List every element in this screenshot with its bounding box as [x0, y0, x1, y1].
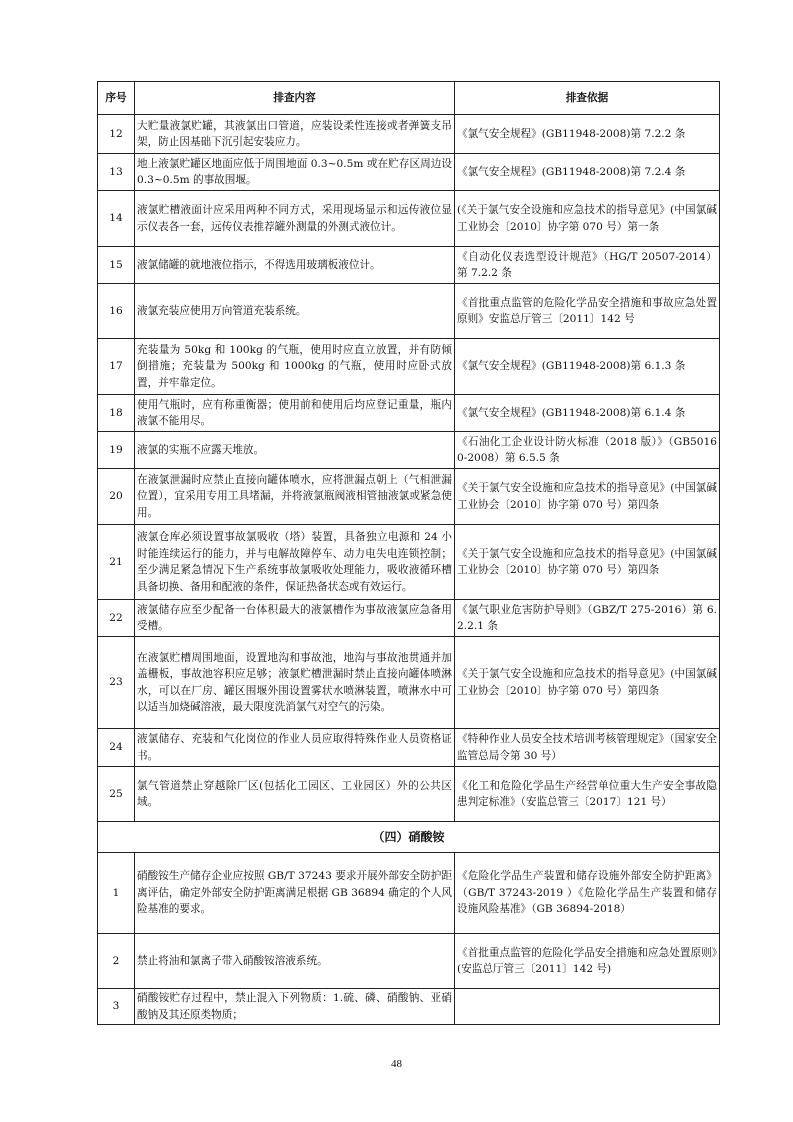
row-number: 22 [98, 600, 135, 637]
table-row [98, 469, 720, 525]
row-number: 3 [98, 989, 135, 1025]
row-number: 20 [98, 469, 135, 525]
row-number: 21 [98, 525, 135, 600]
row-number: 23 [98, 637, 135, 729]
row-number: 13 [98, 154, 135, 191]
row-basis: 《首批重点监管的危险化学品安全措施和事故应急处置原则》安监总厅管三〔2011〕142 号 [455, 284, 720, 339]
table-body-liquid-chlorine [98, 115, 720, 822]
section-row [98, 822, 720, 853]
row-content: 液氯的实瓶不应露天堆放。 [135, 432, 455, 469]
row-content: 地上液氯贮罐区地面应低于周围地面 0.3~0.5m 或在贮存区周边设 0.3~0.5m 的事故围堰。 [135, 154, 455, 191]
row-basis: 《危险化学品生产装置和储存设施外部安全防护距离》（GB/T 37243-2019 ）《危险化学品生产装置和储存设施风险基准》（GB 36894-2018） [455, 853, 720, 934]
table-row [98, 853, 720, 934]
row-basis: 《氯气安全规程》(GB11948-2008)第 6.1.3 条 [455, 339, 720, 395]
table-body-ammonium-nitrate [98, 853, 720, 1025]
row-number: 24 [98, 729, 135, 767]
row-number: 17 [98, 339, 135, 395]
row-content: 氯气管道禁止穿越除厂区(包括化工园区、工业园区）外的公共区域。 [135, 767, 455, 822]
row-basis: (《关于氯气安全设施和应急技术的指导意见》(中国氯碱工业协会〔2010〕协字第 070 号）第一条 [455, 191, 720, 247]
page-number: 48 [391, 1058, 402, 1070]
table-row [98, 637, 720, 729]
row-number: 12 [98, 115, 135, 154]
row-number: 15 [98, 247, 135, 284]
row-basis: 《氯气安全规程》(GB11948-2008)第 7.2.2 条 [455, 115, 720, 154]
row-basis: 《关于氯气安全设施和应急技术的指导意见》(中国氯碱工业协会〔2010〕协字第 070 号）第四条 [455, 469, 720, 525]
row-number: 18 [98, 395, 135, 432]
row-number: 19 [98, 432, 135, 469]
table-row [98, 432, 720, 469]
table-row [98, 191, 720, 247]
row-basis: 《氯气职业危害防护导则》（GBZ/T 275-2016）第 6.2.2.1 条 [455, 600, 720, 637]
table-row [98, 729, 720, 767]
table-header-row [98, 82, 720, 115]
row-content: 液氯贮槽液面计应采用两种不同方式，采用现场显示和远传液位显示仪表各一套，远传仪表推荐罐外测量的外测式液位计。 [135, 191, 455, 247]
row-content: 液氯储存应至少配备一台体积最大的液氯槽作为事故液氯应急备用受槽。 [135, 600, 455, 637]
row-basis: 《关于氯气安全设施和应急技术的指导意见》(中国氯碱工业协会〔2010〕协字第 070 号）第四条 [455, 637, 720, 729]
inspection-table [97, 81, 720, 1025]
row-content: 在液氯贮槽周围地面，设置地沟和事故池，地沟与事故池贯通并加盖栅板，事故池容积应足够；液氯贮槽泄漏时禁止直接向罐体喷淋水，可以在厂房、罐区围堰外围设置雾状水喷淋装置，喷淋水中可以适当加烧碱溶液，最大限度洗消氯气对空气的污染。 [135, 637, 455, 729]
table-row [98, 525, 720, 600]
header-no: 序号 [98, 82, 135, 115]
row-content: 硝酸铵生产储存企业应按照 GB/T 37243 要求开展外部安全防护距离评估，确定外部安全防护距离满足根据 GB 36894 确定的个人风险基准的要求。 [135, 853, 455, 934]
row-content: 禁止将油和氯离子带入硝酸铵溶液系统。 [135, 934, 455, 989]
table-row [98, 767, 720, 822]
row-content: 充装量为 50kg 和 100kg 的气瓶，使用时应直立放置，并有防倾倒措施；充装量为 500kg 和 1000kg 的气瓶，使用时应卧式放置，并牢靠定位。 [135, 339, 455, 395]
row-basis: 《首批重点监管的危险化学品安全措施和应急处置原则》(安监总厅管三〔2011〕142 号) [455, 934, 720, 989]
row-number: 25 [98, 767, 135, 822]
row-basis: 《氯气安全规程》(GB11948-2008)第 7.2.4 条 [455, 154, 720, 191]
table-row [98, 284, 720, 339]
table-row [98, 339, 720, 395]
table-row [98, 989, 720, 1025]
row-basis: 《关于氯气安全设施和应急技术的指导意见》(中国氯碱工业协会〔2010〕协字第 070 号）第四条 [455, 525, 720, 600]
row-number: 14 [98, 191, 135, 247]
table-row [98, 115, 720, 154]
row-content: 大贮量液氯贮罐，其液氯出口管道，应装设柔性连接或者弹簧支吊架，防止因基础下沉引起安装应力。 [135, 115, 455, 154]
table-row [98, 934, 720, 989]
row-content: 液氯储存、充装和气化岗位的作业人员应取得特殊作业人员资格证书。 [135, 729, 455, 767]
table-row [98, 395, 720, 432]
row-content: 在液氯泄漏时应禁止直接向罐体喷水，应将泄漏点朝上（气相泄漏位置），宜采用专用工具堵漏，并将液氯瓶阀液相管抽液氯或紧急使用。 [135, 469, 455, 525]
row-basis [455, 989, 720, 1025]
row-number: 16 [98, 284, 135, 339]
header-content: 排查内容 [135, 82, 455, 115]
row-basis: 《自动化仪表选型设计规范》（HG/T 20507-2014）第 7.2.2 条 [455, 247, 720, 284]
table-row [98, 600, 720, 637]
row-content: 液氯仓库必须设置事故氯吸收（塔）装置，具备独立电源和 24 小时能连续运行的能力，并与电解故障停车、动力电失电连锁控制；至少满足紧急情况下生产系统事故氯吸收处理能力，吸收液循环槽具备切换、备用和配液的条件，保证热备状态或有效运行。 [135, 525, 455, 600]
table-row [98, 154, 720, 191]
row-content: 液氯储罐的就地液位指示，不得选用玻璃板液位计。 [135, 247, 455, 284]
row-content: 硝酸铵贮存过程中，禁止混入下列物质：1.硫、磷、硝酸钠、亚硝酸钠及其还原类物质； [135, 989, 455, 1025]
section-title: （四）硝酸铵 [98, 822, 720, 853]
row-basis: 《氯气安全规程》(GB11948-2008)第 6.1.4 条 [455, 395, 720, 432]
header-basis: 排查依据 [455, 82, 720, 115]
row-content: 液氯充装应使用万向管道充装系统。 [135, 284, 455, 339]
row-basis: 《石油化工企业设计防火标准（2018 版）》（GB50160-2008）第 6.5.5 条 [455, 432, 720, 469]
table-row [98, 247, 720, 284]
row-basis: 《特种作业人员安全技术培训考核管理规定》（国家安全监管总局令第 30 号） [455, 729, 720, 767]
row-number: 2 [98, 934, 135, 989]
row-content: 使用气瓶时，应有称重衡器；使用前和使用后均应登记重量，瓶内液氯不能用尽。 [135, 395, 455, 432]
row-basis: 《化工和危险化学品生产经营单位重大生产安全事故隐患判定标准》（安监总管三〔2017〕121 号） [455, 767, 720, 822]
row-number: 1 [98, 853, 135, 934]
